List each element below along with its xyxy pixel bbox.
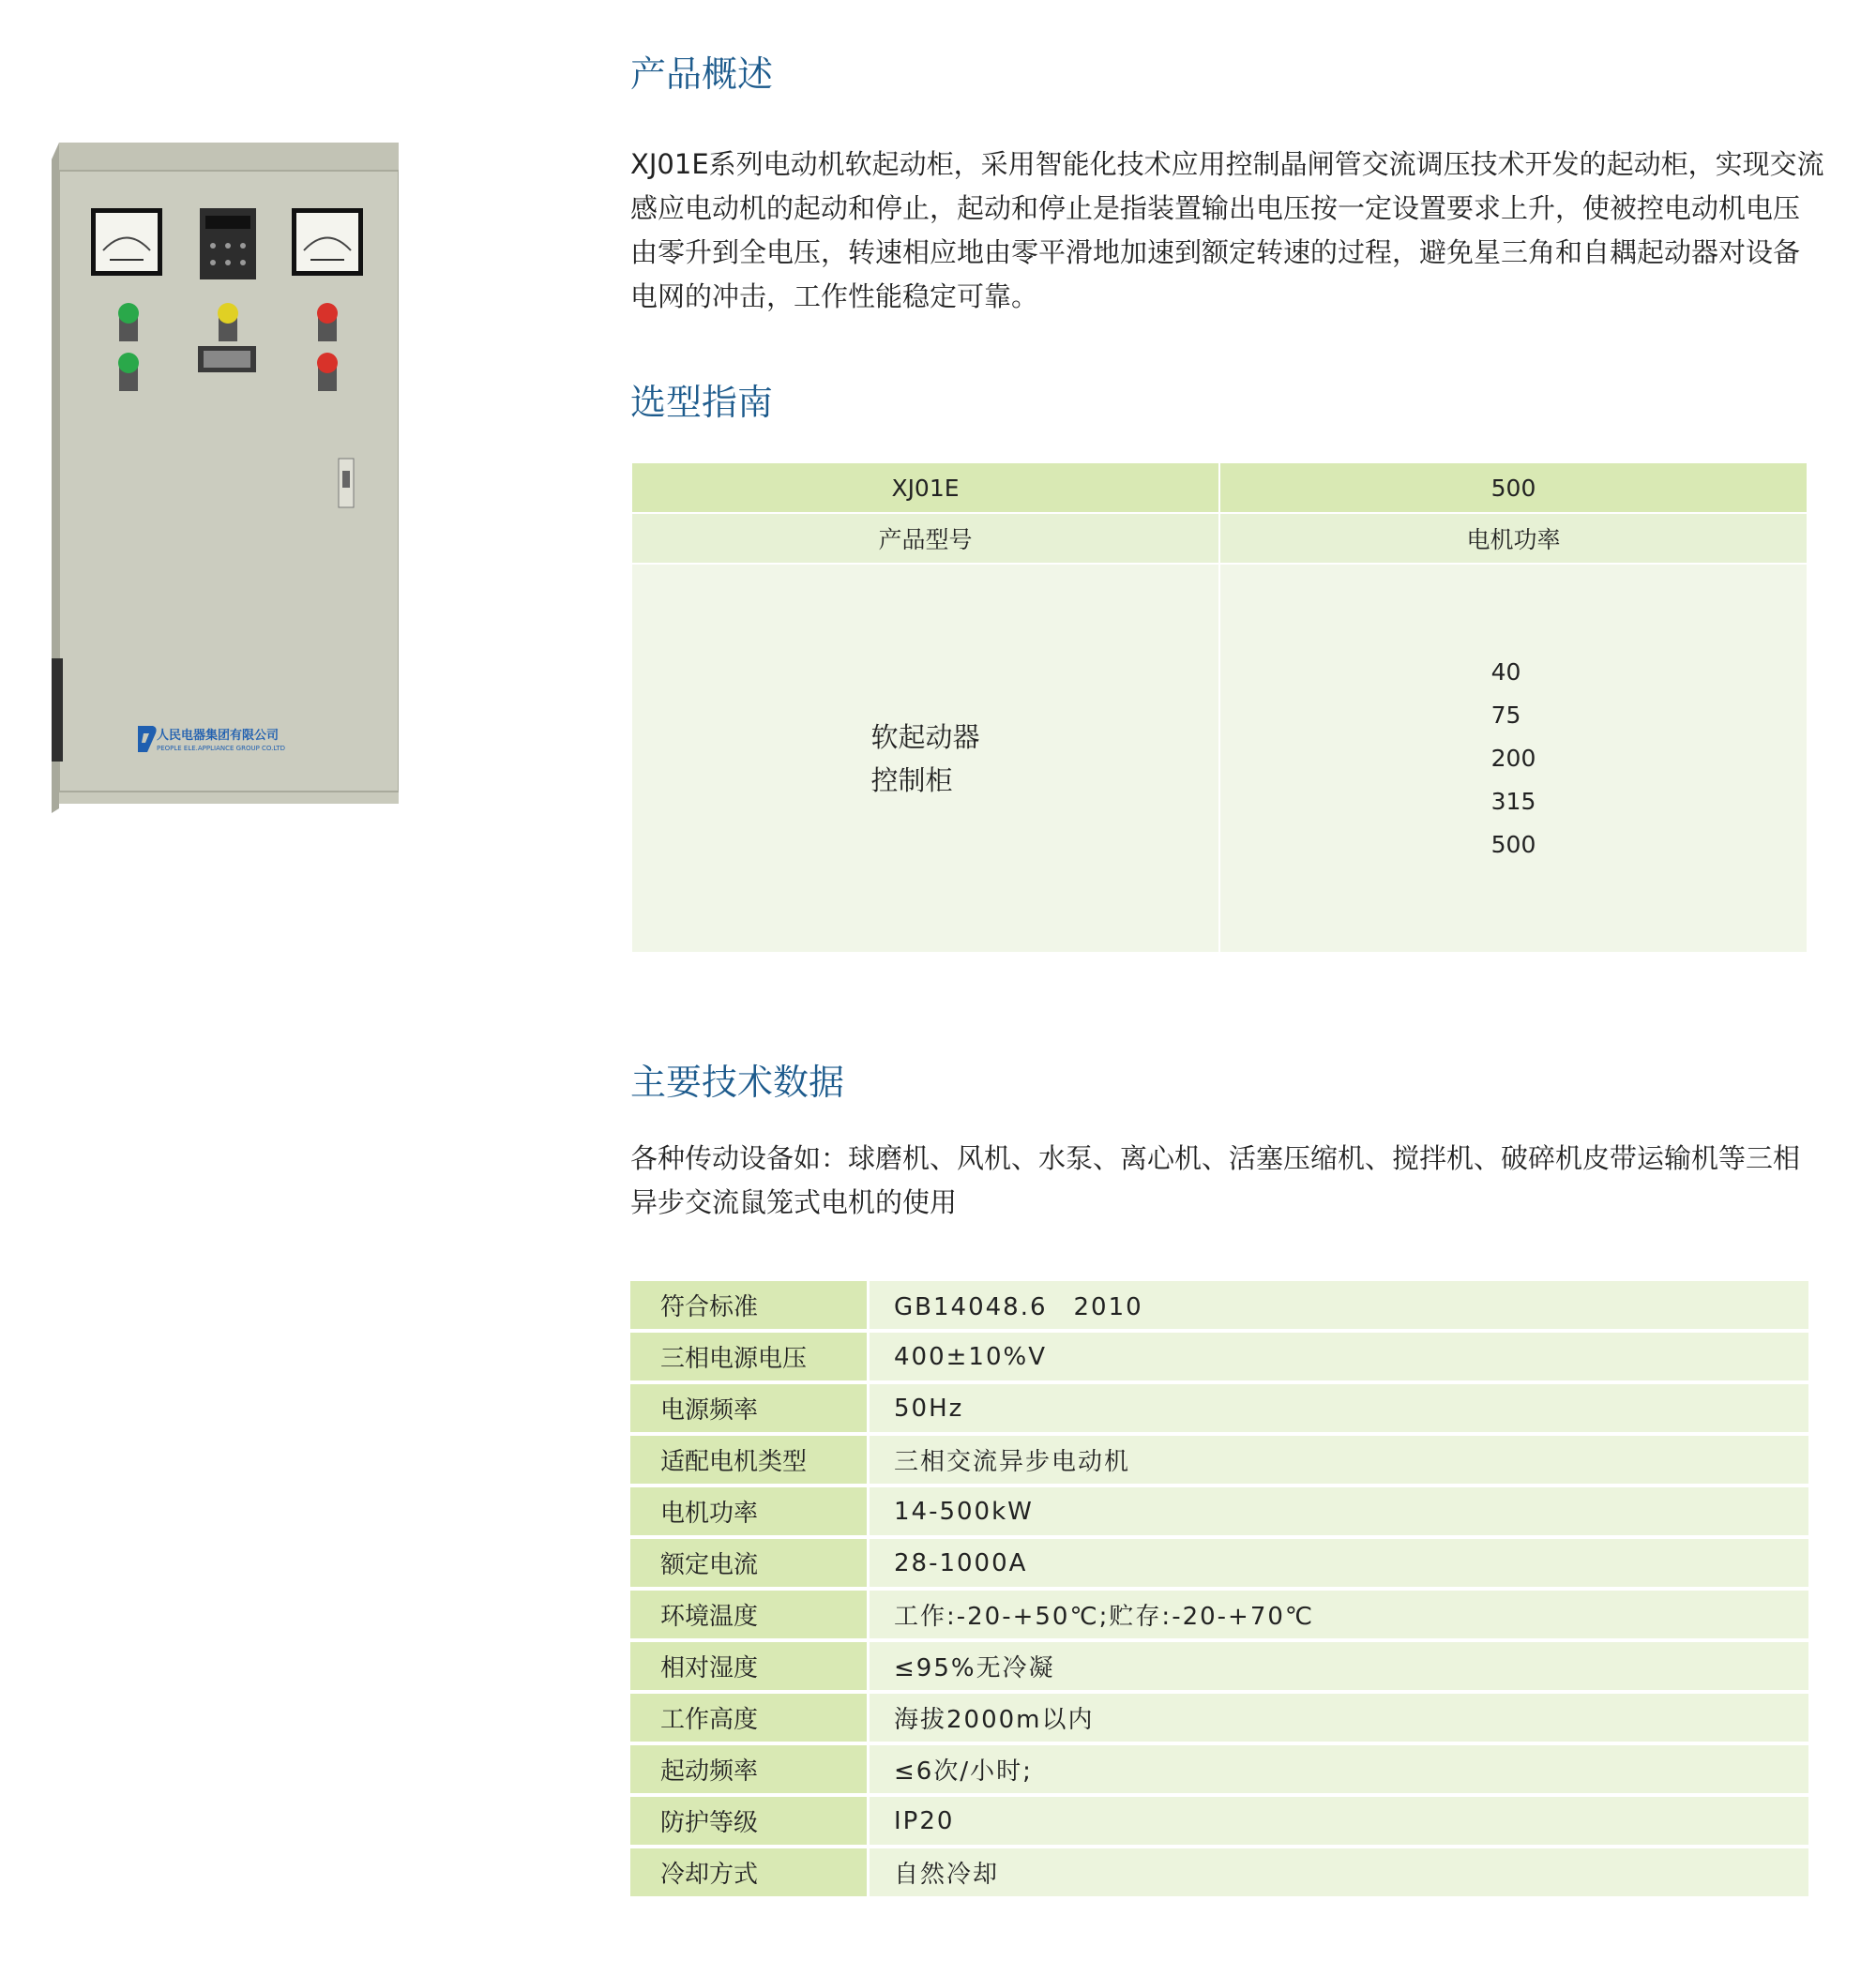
power-value: 500 (1490, 830, 1536, 858)
spec-value: 自然冷却 (869, 1847, 1809, 1898)
table-row (630, 1795, 1808, 1847)
table-row (630, 1589, 1808, 1640)
table-row (630, 1847, 1808, 1898)
spec-value: IP20 (869, 1795, 1809, 1847)
svg-text:人民电器集团有限公司: 人民电器集团有限公司 (157, 729, 280, 743)
table-row (630, 1692, 1808, 1743)
specs-title: 主要技术数据 (630, 1062, 845, 1103)
product-type-cell (631, 564, 1219, 953)
spec-value: ≤6次/小时; (869, 1743, 1809, 1795)
spec-key: 相对湿度 (630, 1640, 869, 1692)
spec-key: 适配电机类型 (630, 1434, 869, 1486)
table-row (630, 1743, 1808, 1795)
spec-value: 14-500kW (869, 1486, 1809, 1537)
spec-key: 环境温度 (630, 1589, 869, 1640)
spec-value: 28-1000A (869, 1537, 1809, 1589)
spec-value: 海拔2000m以内 (869, 1692, 1809, 1743)
soft-starter-cabinet-image (52, 143, 399, 813)
specs-text: 各种传动设备如：球磨机、风机、水泵、离心机、活塞压缩机、搅拌机、破碎机皮带运输机等三相异步交流鼠笼式电机的使用 (630, 1142, 1801, 1218)
selection-table (630, 461, 1808, 954)
selection-detail-row (631, 564, 1808, 953)
spec-key: 额定电流 (630, 1537, 869, 1589)
selection-row (631, 462, 1808, 513)
product-line: 控制柜 (870, 763, 953, 796)
overview-text: XJ01E系列电动机软起动柜，采用智能化技术应用控制晶闸管交流调压技术开发的起动柜，实现交流感应电动机的起动和停止，起动和停止是指装置输出电压按一定设置要求上升，使被控电动机电压由零升到全电压，转速相应地由零平滑地加速到额定转速的过程，避免星三角和自耦起动器对设备电网的冲击，工作性能稳定可靠。 (630, 148, 1824, 312)
table-row (630, 1640, 1808, 1692)
spec-value: 三相交流异步电动机 (869, 1434, 1809, 1486)
spec-value: 400±10%V (869, 1331, 1809, 1382)
power-value: 40 (1490, 657, 1521, 686)
table-row (630, 1281, 1808, 1331)
motor-power-header: 电机功率 (1219, 513, 1808, 564)
spec-key: 起动频率 (630, 1743, 869, 1795)
model-cell: XJ01E (631, 462, 1219, 513)
power-cell: 500 (1219, 462, 1808, 513)
selection-title: 选型指南 (630, 382, 774, 423)
brand-logo (138, 726, 285, 752)
power-value: 315 (1490, 787, 1536, 815)
selection-header-row (631, 513, 1808, 564)
voltmeter (292, 208, 363, 276)
spec-key: 防护等级 (630, 1795, 869, 1847)
specs-table (630, 1281, 1808, 1900)
spec-value: 工作:-20-+50℃;贮存:-20-+70℃ (869, 1589, 1809, 1640)
spec-value: GB14048.6 2010 (869, 1281, 1809, 1331)
power-value: 200 (1490, 744, 1536, 772)
spec-value: ≤95%无冷凝 (869, 1640, 1809, 1692)
spec-key: 冷却方式 (630, 1847, 869, 1898)
spec-key: 电源频率 (630, 1382, 869, 1434)
spec-key: 电机功率 (630, 1486, 869, 1537)
power-values-cell (1219, 564, 1808, 953)
table-row (630, 1382, 1808, 1434)
table-row (630, 1486, 1808, 1537)
spec-key: 工作高度 (630, 1692, 869, 1743)
ammeter (91, 208, 162, 276)
digital-controller (200, 208, 256, 279)
power-value: 75 (1490, 701, 1521, 729)
svg-text:PEOPLE ELE.APPLIANCE GROUP CO.: PEOPLE ELE.APPLIANCE GROUP CO.LTD (157, 745, 285, 752)
product-model-header: 产品型号 (631, 513, 1219, 564)
overview-title: 产品概述 (630, 53, 774, 95)
spec-key: 三相电源电压 (630, 1331, 869, 1382)
product-line: 软起动器 (870, 720, 980, 753)
table-row (630, 1331, 1808, 1382)
spec-key: 符合标准 (630, 1281, 869, 1331)
spec-value: 50Hz (869, 1382, 1809, 1434)
table-row (630, 1537, 1808, 1589)
table-row (630, 1434, 1808, 1486)
